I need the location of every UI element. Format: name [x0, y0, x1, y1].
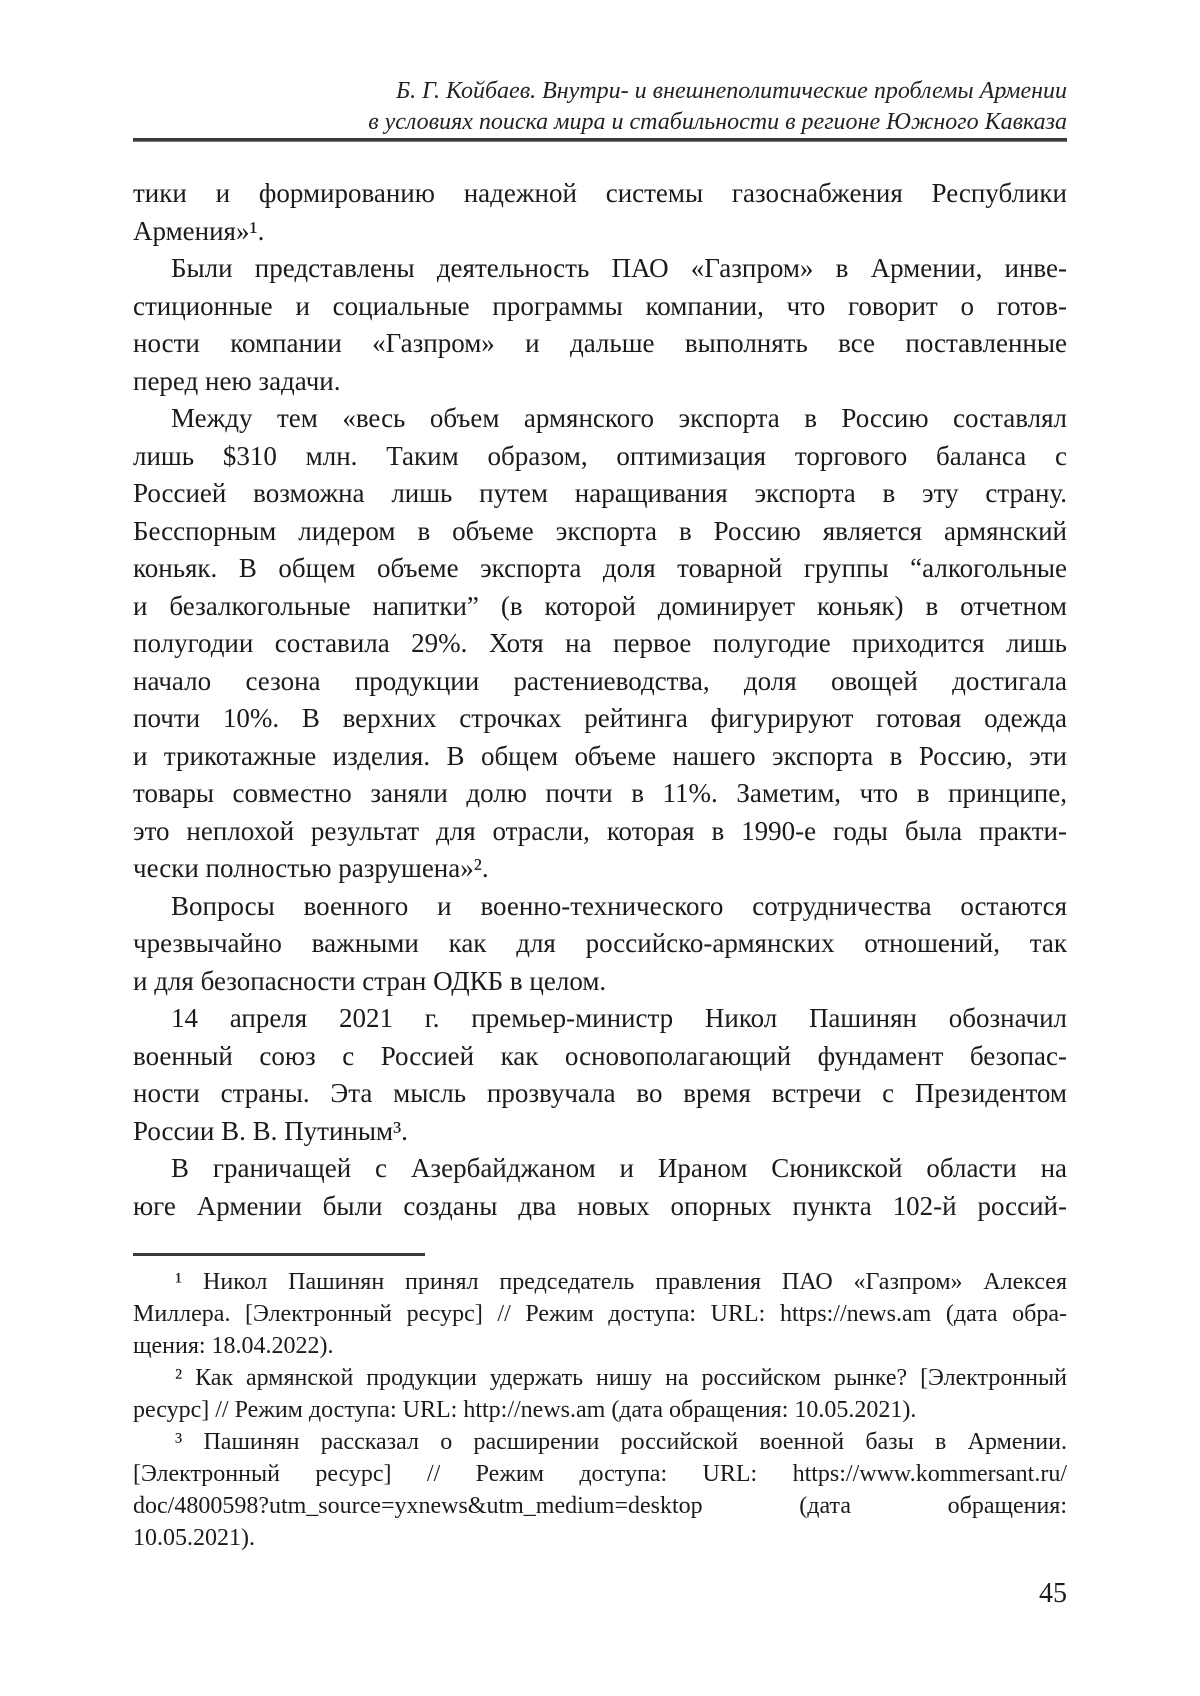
footnotes — [133, 1266, 1067, 1554]
footnote-line: ¹ Никол Пашинян принял председатель правления ПАО «Газпром» Алексея — [175, 1269, 1067, 1295]
body-text — [133, 175, 1067, 1225]
body-line: почти 10%. В верхних строчках рейтинга фигурируют готовая одежда — [133, 703, 1067, 733]
footnote-line: ² Как армянской продукции удержать нишу на российском рынке? [Электронный — [175, 1365, 1067, 1391]
body-line: стиционные и социальные программы компании, что говорит о готов- — [133, 290, 1067, 321]
running-header-line-2: в условиях поиска мира и стабильности в регионе Южного Кавказа — [368, 109, 1067, 135]
footnote-line: [Электронный ресурс] // Режим доступа: URL: https://www.kommersant.ru/ — [133, 1461, 1067, 1487]
body-line: Были представлены деятельность ПАО «Газпром» в Армении, инве- — [171, 253, 1067, 283]
footnote-separator-rule — [133, 1253, 425, 1256]
body-line: России В. В. Путиным³. — [133, 1115, 408, 1146]
footnote-line: ресурс] // Режим доступа: URL: http://news.am (дата обращения: 10.05.2021). — [133, 1397, 917, 1423]
footnote-line: ³ Пашинян рассказал о расширении российской военной базы в Армении. — [175, 1429, 1067, 1455]
running-header-line-1: Б. Г. Койбаев. Внутри- и внешнеполитические проблемы Армении — [395, 78, 1067, 104]
body-line: и безалкогольные напитки” (в которой доминирует коньяк) в отчетном — [133, 590, 1067, 621]
footnote-line: doc/4800598?utm_source=yxnews&utm_medium=desktop (дата обращения: — [133, 1493, 1067, 1519]
body-line: ности компании «Газпром» и дальше выполнять все поставленные — [133, 328, 1067, 358]
body-line: чрезвычайно важными как для российско-армянских отношений, так — [133, 928, 1067, 958]
body-line: тики и формированию надежной системы газоснабжения Республики — [133, 178, 1067, 208]
body-line: В граничащей с Азербайджаном и Ираном Сюникской области на — [171, 1153, 1067, 1183]
footnote-line: щения: 18.04.2022). — [133, 1333, 334, 1359]
body-line: Вопросы военного и военно-технического сотрудничества остаются — [171, 890, 1067, 921]
body-line: лишь $310 млн. Таким образом, оптимизация торгового баланса с — [133, 440, 1067, 471]
body-line: Между тем «весь объем армянского экспорта в Россию составлял — [171, 403, 1067, 433]
running-header — [133, 76, 1067, 138]
body-line: юге Армении были созданы два новых опорных пункта 102-й россий- — [133, 1190, 1067, 1221]
body-line: чески полностью разрушена»². — [133, 853, 489, 883]
body-line: 14 апреля 2021 г. премьер-министр Никол Пашинян обозначил — [171, 1003, 1067, 1033]
body-line: ности страны. Эта мысль прозвучала во время встречи с Президентом — [133, 1078, 1067, 1108]
page-number: 45 — [1039, 1578, 1067, 1609]
body-line: Бесспорным лидером в объеме экспорта в Россию является армянский — [133, 515, 1067, 546]
body-line: это неплохой результат для отрасли, которая в 1990-е годы была практи- — [133, 815, 1067, 846]
body-line: военный союз с Россией как основополагающий фундамент безопас- — [133, 1040, 1067, 1071]
body-line: и трикотажные изделия. В общем объеме нашего экспорта в Россию, эти — [133, 740, 1067, 771]
body-line: товары совместно заняли долю почти в 11%. Заметим, что в принципе, — [133, 778, 1067, 808]
header-rule — [133, 138, 1067, 142]
body-line: Армения»¹. — [133, 215, 265, 246]
body-line: перед нею задачи. — [133, 365, 341, 396]
body-line: коньяк. В общем объеме экспорта доля товарной группы “алкогольные — [133, 553, 1067, 583]
footnote-line: 10.05.2021). — [133, 1525, 255, 1551]
body-line: начало сезона продукции растениеводства, доля овощей достигала — [133, 665, 1067, 696]
footnote-line: Миллера. [Электронный ресурс] // Режим доступа: URL: https://news.am (дата обра- — [133, 1301, 1067, 1327]
body-line: полугодии составила 29%. Хотя на первое полугодие приходится лишь — [133, 628, 1067, 658]
body-line: и для безопасности стран ОДКБ в целом. — [133, 965, 607, 996]
body-line: Россией возможна лишь путем наращивания экспорта в эту страну. — [133, 478, 1067, 508]
